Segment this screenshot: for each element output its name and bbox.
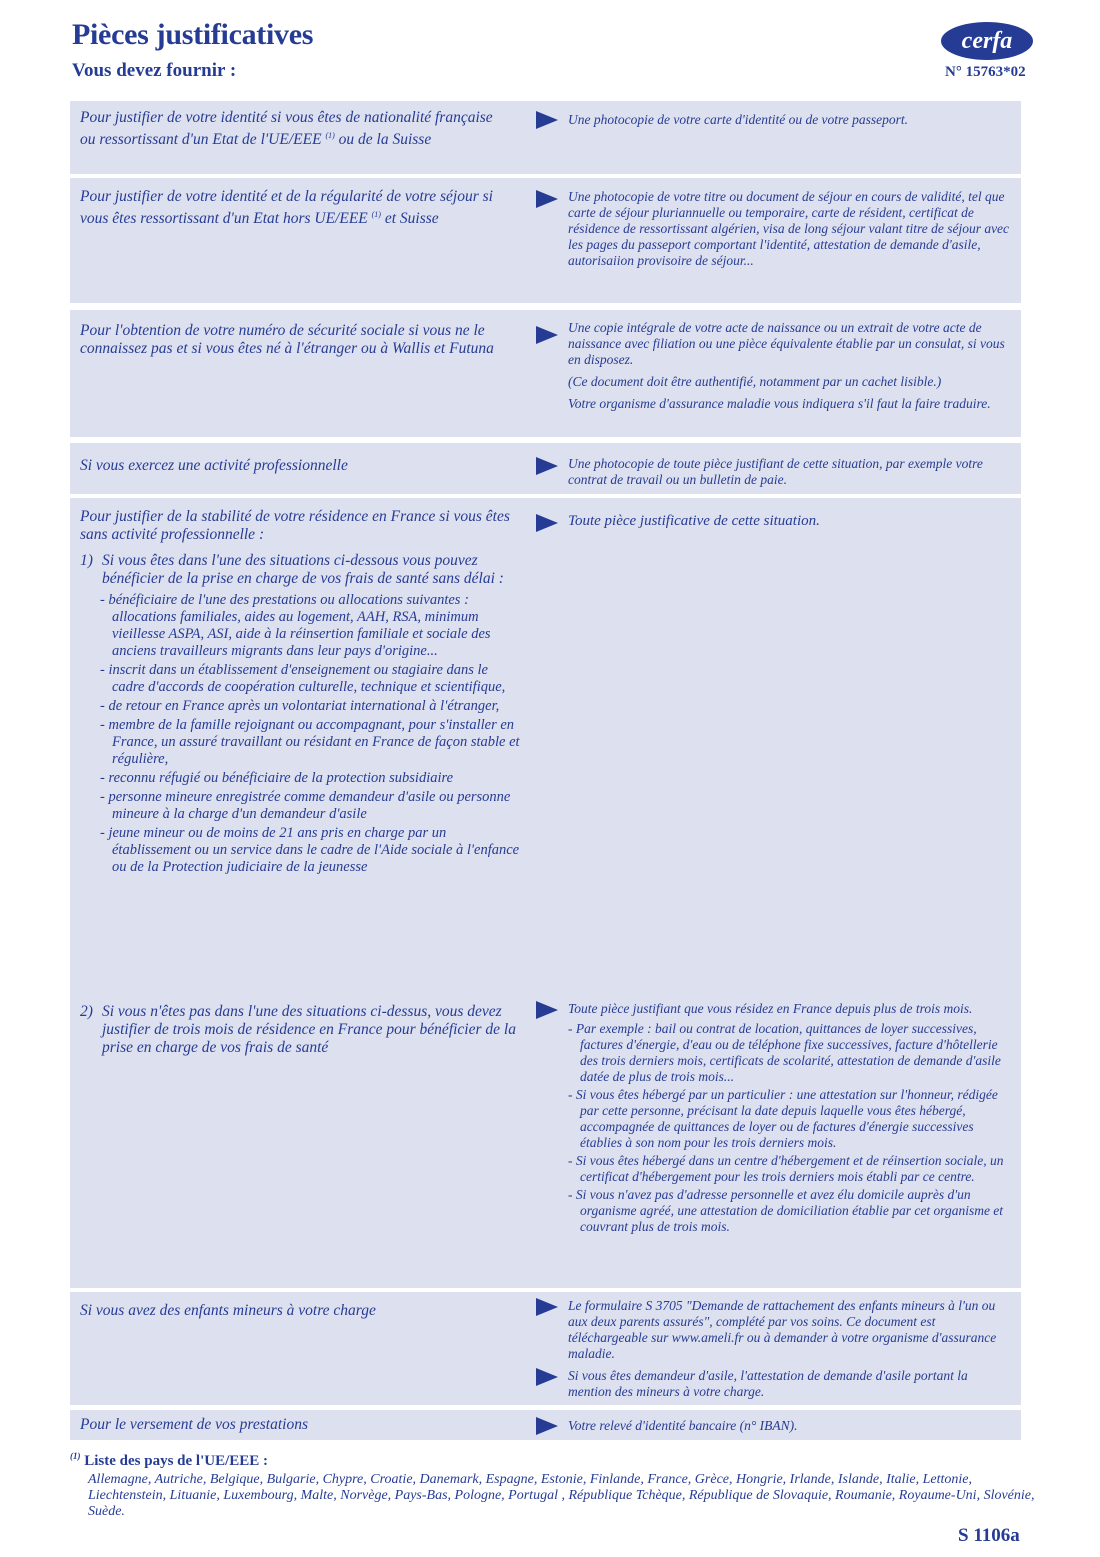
cerfa-logo	[941, 22, 1033, 60]
list-item: - inscrit dans un établissement d'enseignement ou stagiaire dans le cadre d'accords de coopération culturelle, technique et scientifique,	[100, 662, 520, 696]
arrow-icon	[536, 190, 558, 208]
footnote-country-list: Allemagne, Autriche, Belgique, Bulgarie, Chypre, Croatie, Danemark, Espagne, Estonie, Finlande, France, Grèce, Hongrie, Irlande, Islande, Italie, Lettonie, Liechtenstein, Lituanie, Luxembourg, Malte, Norvège, Pays-Bas, Pologne, Portugal , République Tchèque, République de Slovaquie, Roumanie, Royaume-Uni, Slovénie, Suède.	[88, 1472, 1035, 1519]
arrow-icon	[536, 514, 558, 532]
list-item: - Si vous êtes hébergé dans un centre d'hébergement et de réinsertion sociale, un certificat d'hébergement pour les trois derniers mois établi par ce centre.	[568, 1153, 1013, 1185]
cerfa-logo-text: cerfa	[961, 28, 1013, 54]
row-minor-children	[70, 1292, 1021, 1405]
row-identity-eu	[70, 101, 1021, 174]
arrow-icon	[536, 111, 558, 129]
row-left-text: Si vous avez des enfants mineurs à votre charge	[80, 1302, 376, 1319]
arrow-icon	[536, 1001, 558, 1019]
list-item: - de retour en France après un volontariat international à l'étranger,	[100, 698, 520, 715]
row-right-text-1: Le formulaire S 3705 "Demande de rattachement des enfants mineurs à l'un ou aux deux parents assurés", complété par vos soins. Ce document est téléchargeable sur www.ameli.fr ou à demander à votre organisme d'assurance maladie.	[568, 1298, 997, 1361]
row-residence-stability	[70, 498, 1021, 1288]
arrow-icon	[536, 1368, 558, 1386]
row-right-text: Une copie intégrale de votre acte de naissance ou un extrait de votre acte de naissance avec filiation ou une pièce équivalente établie par un consulat, si vous en disposez. (Ce document doit être authentifié, notamment par un cachet lisible.) Votre organisme d'assurance maladie vous indiquera s'il faut la faire traduire.	[568, 320, 1005, 411]
row-identity-non-eu	[70, 178, 1021, 303]
row-left-text	[80, 508, 520, 878]
row-right-text: Une photocopie de toute pièce justifiant de cette situation, par exemple votre contrat de travail ou un bulletin de paie.	[568, 456, 983, 487]
list-item: - jeune mineur ou de moins de 21 ans pris en charge par un établissement ou un service dans le cadre de l'Aide sociale à l'enfance ou de la Protection judiciaire de la jeunesse	[100, 825, 520, 876]
residence-case-1: 1) Si vous êtes dans l'une des situations ci-dessous vous pouvez bénéficier de la prise en charge de vos frais de santé sans délai :	[80, 552, 504, 587]
row-right-text-2: Toute pièce justifiant que vous résidez en France depuis plus de trois mois. - Par exemple : bail ou contrat de location, quittances de loyer successives, factures d'énergie, d'eau ou de téléphone fixe successives, facture d'hôtellerie des trois derniers mois, certificats de scolarité, attestation de demande d'asile datée de plus de trois mois... - Si vous êtes hébergé par un particulier : une attestation sur l'honneur, rédigée par cette personne, précisant la date depuis laquelle vous êtes hébergé, accompagnée de quittances de loyer ou de factures d'énergie successives établies à son nom pour les trois derniers mois. - Si vous êtes hébergé dans un centre d'hébergement et de réinsertion sociale, un certificat d'hébergement pour les trois derniers mois établi par ce centre. - Si vous n'avez pas d'adresse personnelle et avez élu domicile auprès d'un organisme agréé, une attestation de domiciliation établie par cet organisme et couvrant plus de trois mois.	[568, 1001, 1013, 1237]
row-right-text: Une photocopie de votre carte d'identité ou de votre passeport.	[568, 112, 909, 127]
footnote-title: $^{(1)}$ Liste des pays de l'UE/EEE :	[70, 1451, 269, 1469]
proof-list	[568, 1021, 1013, 1235]
row-left-text: Si vous exercez une activité professionnelle	[80, 457, 348, 474]
arrow-icon	[536, 1417, 558, 1435]
list-item: - Si vous êtes hébergé par un particulier : une attestation sur l'honneur, rédigée par cette personne, précisant la date depuis laquelle vous êtes hébergé, accompagnée de quittances de loyer ou de factures d'énergie successives établies à son nom pour les trois derniers mois.	[568, 1087, 1013, 1151]
row-professional-activity	[70, 443, 1021, 494]
row-left-text: Pour justifier de votre identité et de la régularité de votre séjour si vous êtes ressortissant d'un Etat hors UE/EEE $^{(1)}$ et Suisse	[80, 188, 493, 228]
row-benefits-payment	[70, 1410, 1021, 1440]
form-number: N° 15763*02	[945, 64, 1026, 80]
row-social-security-number	[70, 310, 1021, 437]
list-item: - membre de la famille rejoignant ou accompagnant, pour s'installer en France, un assuré travaillant ou résidant en France de façon stable et régulière,	[100, 717, 520, 768]
arrow-icon	[536, 457, 558, 475]
list-item: - reconnu réfugié ou bénéficiaire de la protection subsidiaire	[100, 770, 520, 787]
list-item: - Si vous n'avez pas d'adresse personnelle et avez élu domicile auprès d'un organisme agréé, une attestation de domiciliation établie par cet organisme et couvrant plus de trois mois.	[568, 1187, 1013, 1235]
row-left-text: Pour l'obtention de votre numéro de sécurité sociale si vous ne le connaissez pas et si vous êtes né à l'étranger ou à Wallis et Futuna	[80, 322, 494, 357]
residence-case-2: 2) Si vous n'êtes pas dans l'une des situations ci-dessus, vous devez justifier de trois mois de résidence en France pour bénéficier de la prise en charge de vos frais de santé	[80, 1003, 516, 1056]
residence-case-1-list	[100, 592, 520, 876]
row-right-text: Votre relevé d'identité bancaire (n° IBAN).	[568, 1418, 798, 1433]
list-item: - personne mineure enregistrée comme demandeur d'asile ou personne mineure à la charge d'un demandeur d'asile	[100, 789, 520, 823]
row-left-text: Pour justifier de votre identité si vous êtes de nationalité française ou ressortissant d'un Etat de l'UE/EEE $^{(1)}$ ou de la Suisse	[80, 109, 493, 149]
row-right-text: Une photocopie de votre titre ou document de séjour en cours de validité, tel que carte de séjour pluriannuelle ou temporaire, carte de résident, certificat de résidence de ressortissant algérien, visa de long séjour valant titre de séjour avec les pages du passeport comportant l'identité, attestation de demande d'asile, autorisaiion provisoire de séjour...	[568, 189, 1010, 268]
list-item: - bénéficiaire de l'une des prestations ou allocations suivantes : allocations familiales, aides au logement, AAH, RSA, minimum vieillesse ASPA, ASI, aide à la réinsertion familiale et sociale des anciens travailleurs migrants dans leur pays d'origine...	[100, 592, 520, 660]
residence-intro: Pour justifier de la stabilité de votre résidence en France si vous êtes sans activité professionnelle :	[80, 508, 510, 543]
page-subtitle: Vous devez fournir :	[72, 60, 237, 81]
page-title: Pièces justificatives	[72, 18, 314, 51]
list-item: - Par exemple : bail ou contrat de location, quittances de loyer successives, factures d'énergie, d'eau ou de téléphone fixe successives, facture d'hôtellerie des trois derniers mois, certificats de scolarité, attestation de demande d'asile datée de plus de trois mois...	[568, 1021, 1013, 1085]
arrow-icon	[536, 1298, 558, 1316]
row-right-text-1: Toute pièce justificative de cette situation.	[568, 513, 820, 529]
row-left-text: Pour le versement de vos prestations	[80, 1416, 309, 1433]
row-right-text-2: Si vous êtes demandeur d'asile, l'attestation de demande d'asile portant la mention des mineurs à votre charge.	[568, 1368, 968, 1399]
arrow-icon	[536, 326, 558, 344]
form-code: S 1106a	[958, 1525, 1020, 1546]
